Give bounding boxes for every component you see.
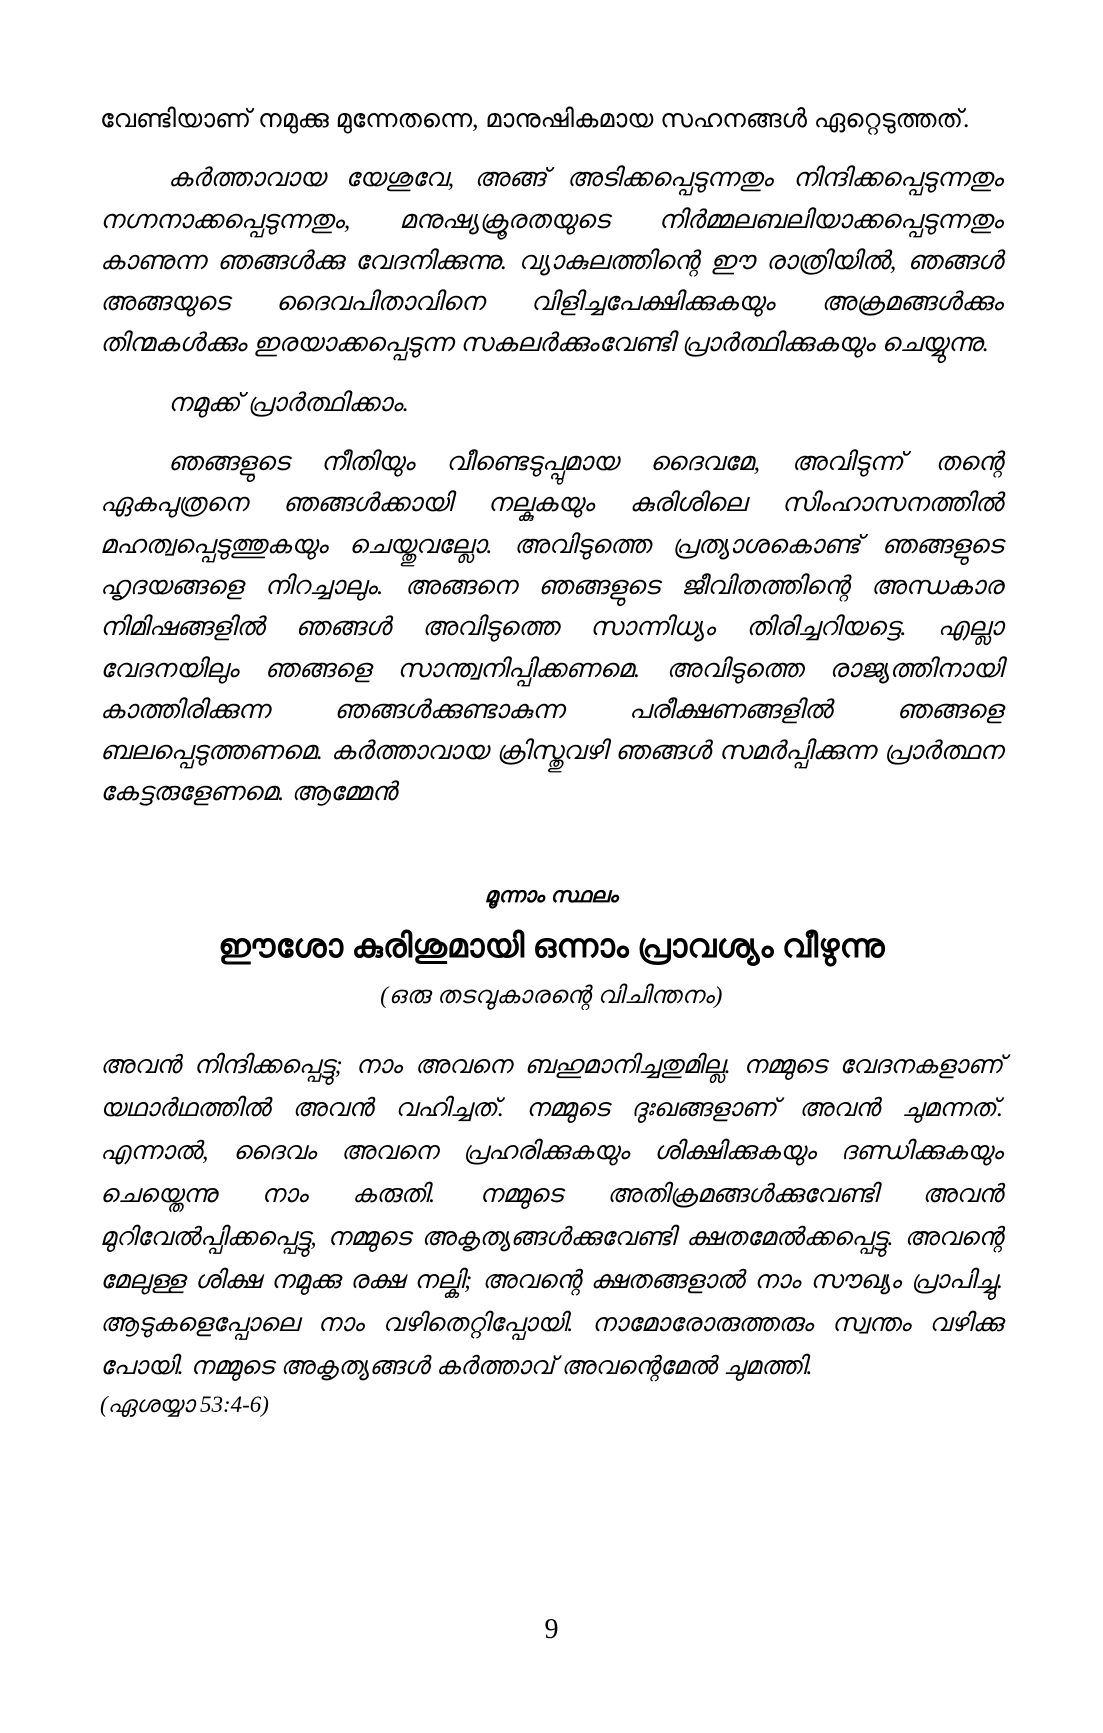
- prayer-paragraph-two: ഞങ്ങളുടെ നീതിയും വീണ്ടെടുപ്പുമായ ദൈവമേ, അവിടുന്ന് തന്റെ ഏകപുത്രനെ ഞങ്ങൾക്കായി നല്കുകയും കുരിശിലെ സിംഹാസനത്തിൽ മഹത്വപ്പെടുത്തുകയും ചെയ്തുവല്ലോ. അവിടുത്തെ പ്രത്യാശകൊണ്ട് ഞങ്ങളുടെ ഹൃദയങ്ങളെ നിറച്ചാലും. അങ്ങനെ ഞങ്ങളുടെ ജീവിതത്തിന്റെ അന്ധകാര നിമിഷങ്ങളിൽ ഞങ്ങൾ അവിടുത്തെ സാന്നിധ്യം തിരിച്ചറിയട്ടെ. എല്ലാ വേദനയിലും ഞങ്ങളെ സാന്ത്വനിപ്പിക്കണമെ. അവിടുത്തെ രാജ്യത്തിനായി കാത്തിരിക്കുന്ന ഞങ്ങൾക്കുണ്ടാകുന്ന പരീക്ഷണങ്ങളിൽ ഞങ്ങളെ ബലപ്പെടുത്തണമെ. കർത്താവായ ക്രിസ്തുവഴി ഞങ്ങൾ സമർപ്പിക്കുന്ന പ്രാർത്ഥന കേട്ടരുളേണമെ. ആമ്മേൻ: [100, 447, 1003, 807]
- continuation-paragraph: വേണ്ടിയാണ് നമുക്കു മുന്നേതന്നെ, മാനുഷികമായ സഹനങ്ങൾ ഏറ്റെടുത്തത്.: [100, 104, 970, 133]
- spacer: [100, 817, 1003, 883]
- scripture-passage: അവൻ നിന്ദിക്കപ്പെട്ടു; നാം അവനെ ബഹുമാനിച്ചതുമില്ല. നമ്മുടെ വേദനകളാണ് യഥാർഥത്തിൽ അവൻ വഹിച്ചത്. നമ്മുടെ ദുഃഖങ്ങളാണ് അവൻ ചുമന്നത്. എന്നാൽ, ദൈവം അവനെ പ്രഹരിക്കുകയും ശിക്ഷിക്കുകയും ദണ്ഡിക്കുകയും ചെയ്തെന്നു നാം കരുതി. നമ്മുടെ അതിക്രമങ്ങൾക്കുവേണ്ടി അവൻ മുറിവേൽപ്പിക്കപ്പെട്ടു, നമ്മുടെ അകൃത്യങ്ങൾക്കുവേണ്ടി ക്ഷതമേൽക്കപ്പെട്ടു. അവന്റെ മേലുള്ള ശിക്ഷ നമുക്കു രക്ഷ നല്കി; അവന്റെ ക്ഷതങ്ങളാൽ നാം സൗഖ്യം പ്രാപിച്ചു. ആടുകളെപ്പോലെ നാം വഴിതെറ്റിപ്പോയി. നാമോരോരുത്തരും സ്വന്തം വഴിക്കു പോയി. നമ്മുടെ അകൃത്യങ്ങൾ കർത്താവ് അവന്റെമേൽ ചുമത്തി.: [100, 1051, 1003, 1380]
- spacer: [100, 427, 1003, 441]
- spacer: [100, 143, 1003, 157]
- station-label: മൂന്നാം സ്ഥലം: [484, 882, 619, 907]
- station-title: ഈശോ കുരിശുമായി ഒന്നാം പ്രാവശ്യം വീഴുന്നു: [218, 928, 885, 965]
- page-content: [100, 98, 1003, 1418]
- let-us-pray-line: നമുക്ക് പ്രാർത്ഥിക്കാം.: [168, 387, 409, 417]
- station-subtitle: (ഒരു തടവുകാരന്റെ വിചിന്തനം): [380, 982, 723, 1009]
- prayer-paragraph-one: കർത്താവായ യേശുവേ, അങ്ങ് അടിക്കപ്പെടുന്നതും നിന്ദിക്കപ്പെടുന്നതും നഗ്നനാക്കപ്പെടുന്നതും, മനുഷ്യക്രൂരതയുടെ നിർമ്മലബലിയാക്കപ്പെടുന്നതും കാണുന്ന ഞങ്ങൾക്കു വേദനിക്കുന്നു. വ്യാകുലത്തിന്റെ ഈ രാത്രിയിൽ, ഞങ്ങൾ അങ്ങയുടെ ദൈവപിതാവിനെ വിളിച്ചപേക്ഷിക്കുകയും അക്രമങ്ങൾക്കും തിന്മകൾക്കും ഇരയാക്കപ്പെടുന്ന സകലർക്കുംവേണ്ടി പ്രാർത്ഥിക്കുകയും ചെയ്യുന്നു.: [100, 163, 1003, 358]
- spacer: [100, 368, 1003, 382]
- page-number: 9: [544, 1614, 559, 1645]
- scripture-citation: (ഏശയ്യാ 53:4-6): [100, 1391, 269, 1417]
